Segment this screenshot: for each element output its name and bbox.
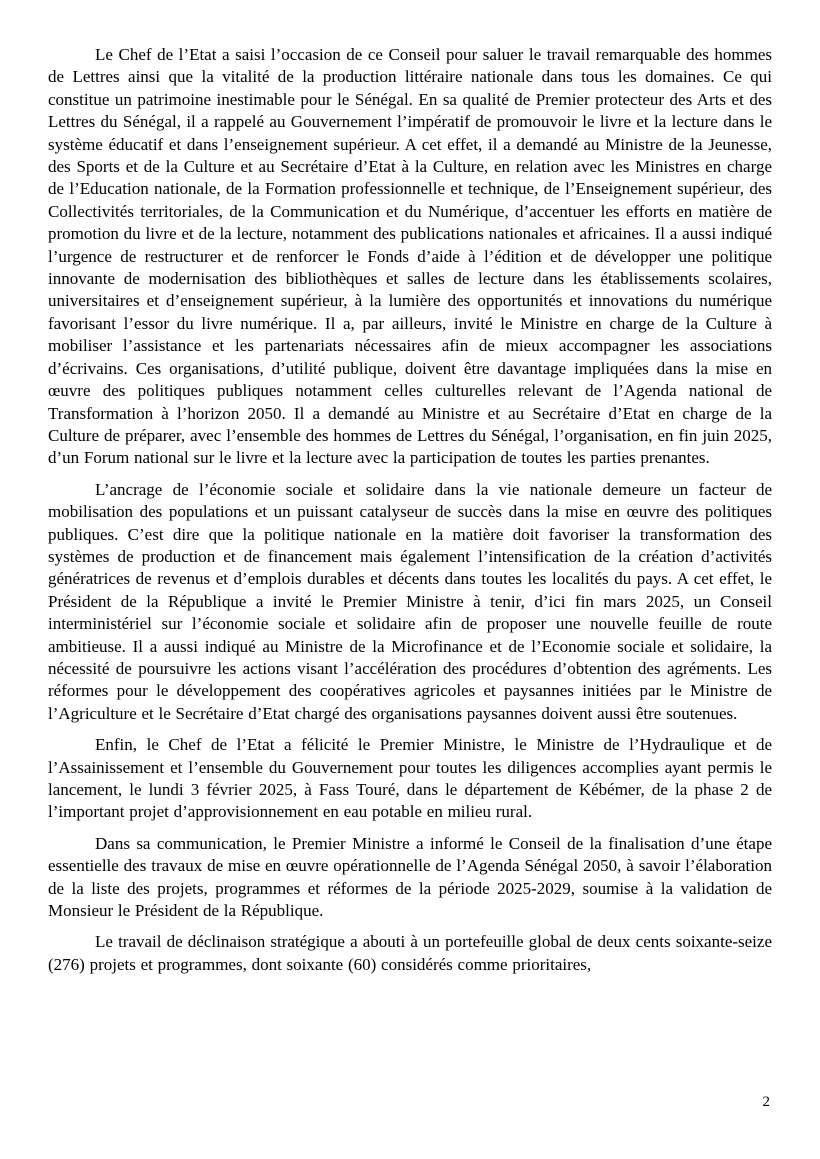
paragraph-hydraulique-felicitations: Enfin, le Chef de l’Etat a félicité le Premier Ministre, le Ministre de l’Hydraulique et de l’Assainissement et l’ensemble du Gouvernement pour toutes les diligences accomplies ayant permis le lancement, le lundi 3 février 2025, à Fass Touré, dans le département de Kébémer, de la phase 2 de l’important projet d’approvisionnement en eau potable en milieu rural. — [48, 735, 772, 822]
page-number: 2 — [762, 1094, 770, 1110]
paragraph-chef-etat-lettres: Le Chef de l’Etat a saisi l’occasion de ce Conseil pour saluer le travail remarquable des hommes de Lettres ainsi que la vitalité de la production littéraire nationale dans tous les domaines. Ce qui constitue un patrimoine inestimable pour le Sénégal. En sa qualité de Premier protecteur des Arts et des Lettres du Sénégal, il a rappelé au Gouvernement l’impératif de promouvoir le livre et la lecture dans le système éducatif et dans l’enseignement supérieur. A cet effet, il a demandé au Ministre de la Jeunesse, des Sports et de la Culture et au Secrétaire d’Etat à la Culture, en relation avec les Ministres en charge de l’Education nationale, de la Formation professionnelle et technique, de l’Enseignement supérieur, des Collectivités territoriales, de la Communication et du Numérique, d’accentuer les efforts en matière de promotion du livre et de la lecture, notamment des publications nationales et africaines. Il a aussi indiqué l’urgence de restructurer et de renforcer le Fonds d’aide à l’édition et de développer une politique innovante de modernisation des bibliothèques et salles de lecture dans les établissements scolaires, universitaires et d’enseignement supérieur, à la lumière des opportunités et innovations du numérique favorisant l’essor du livre numérique. Il a, par ailleurs, invité le Ministre en charge de la Culture à mobiliser l’assistance et les partenariats nécessaires afin de mieux accompagner les associations d’écrivains. Ces organisations, d’utilité publique, doivent être davantage impliquées dans la mise en œuvre des politiques publiques notamment celles culturelles relevant de l’Agenda national de Transformation à l’horizon 2050. Il a demandé au Ministre et au Secrétaire d’Etat en charge de la Culture de préparer, avec l’ensemble des hommes de Lettres du Sénégal, l’organisation, en fin juin 2025, d’un Forum national sur le livre et la lecture avec la participation de toutes les parties prenantes. — [48, 45, 772, 468]
paragraph-declinaison-strategique: Le travail de déclinaison stratégique a abouti à un portefeuille global de deux cents soixante-seize (276) projets et programmes, dont soixante (60) considérés comme prioritaires, — [48, 932, 772, 974]
paragraph-economie-sociale: L’ancrage de l’économie sociale et solidaire dans la vie nationale demeure un facteur de mobilisation des populations et un puissant catalyseur de succès dans la mise en œuvre des politiques publiques. C’est dire que la politique nationale en la matière doit favoriser la transformation des systèmes de production et de financement mais également l’intensification de la création d’activités génératrices de revenus et d’emplois durables et décents dans toutes les localités du pays. A cet effet, le Président de la République a invité le Premier Ministre à tenir, d’ici fin mars 2025, un Conseil interministériel sur l’économie sociale et solidaire afin de proposer une nouvelle feuille de route ambitieuse. Il a aussi indiqué au Ministre de la Microfinance et de l’Economie sociale et solidaire, la nécessité de poursuivre les actions visant l’accélération des procédures d’obtention des agréments. Les réformes pour le développement des coopératives agricoles et paysannes initiées par le Ministre de l’Agriculture et le Secrétaire d’Etat chargé des organisations paysannes doivent aussi être soutenues. — [48, 479, 772, 723]
paragraph-communication-premier-ministre: Dans sa communication, le Premier Ministre a informé le Conseil de la finalisation d’une étape essentielle des travaux de mise en œuvre opérationnelle de l’Agenda Sénégal 2050, à savoir l’élaboration de la liste des projets, programmes et réformes de la période 2025-2029, soumise à la validation de Monsieur le Président de la République. — [48, 833, 772, 921]
